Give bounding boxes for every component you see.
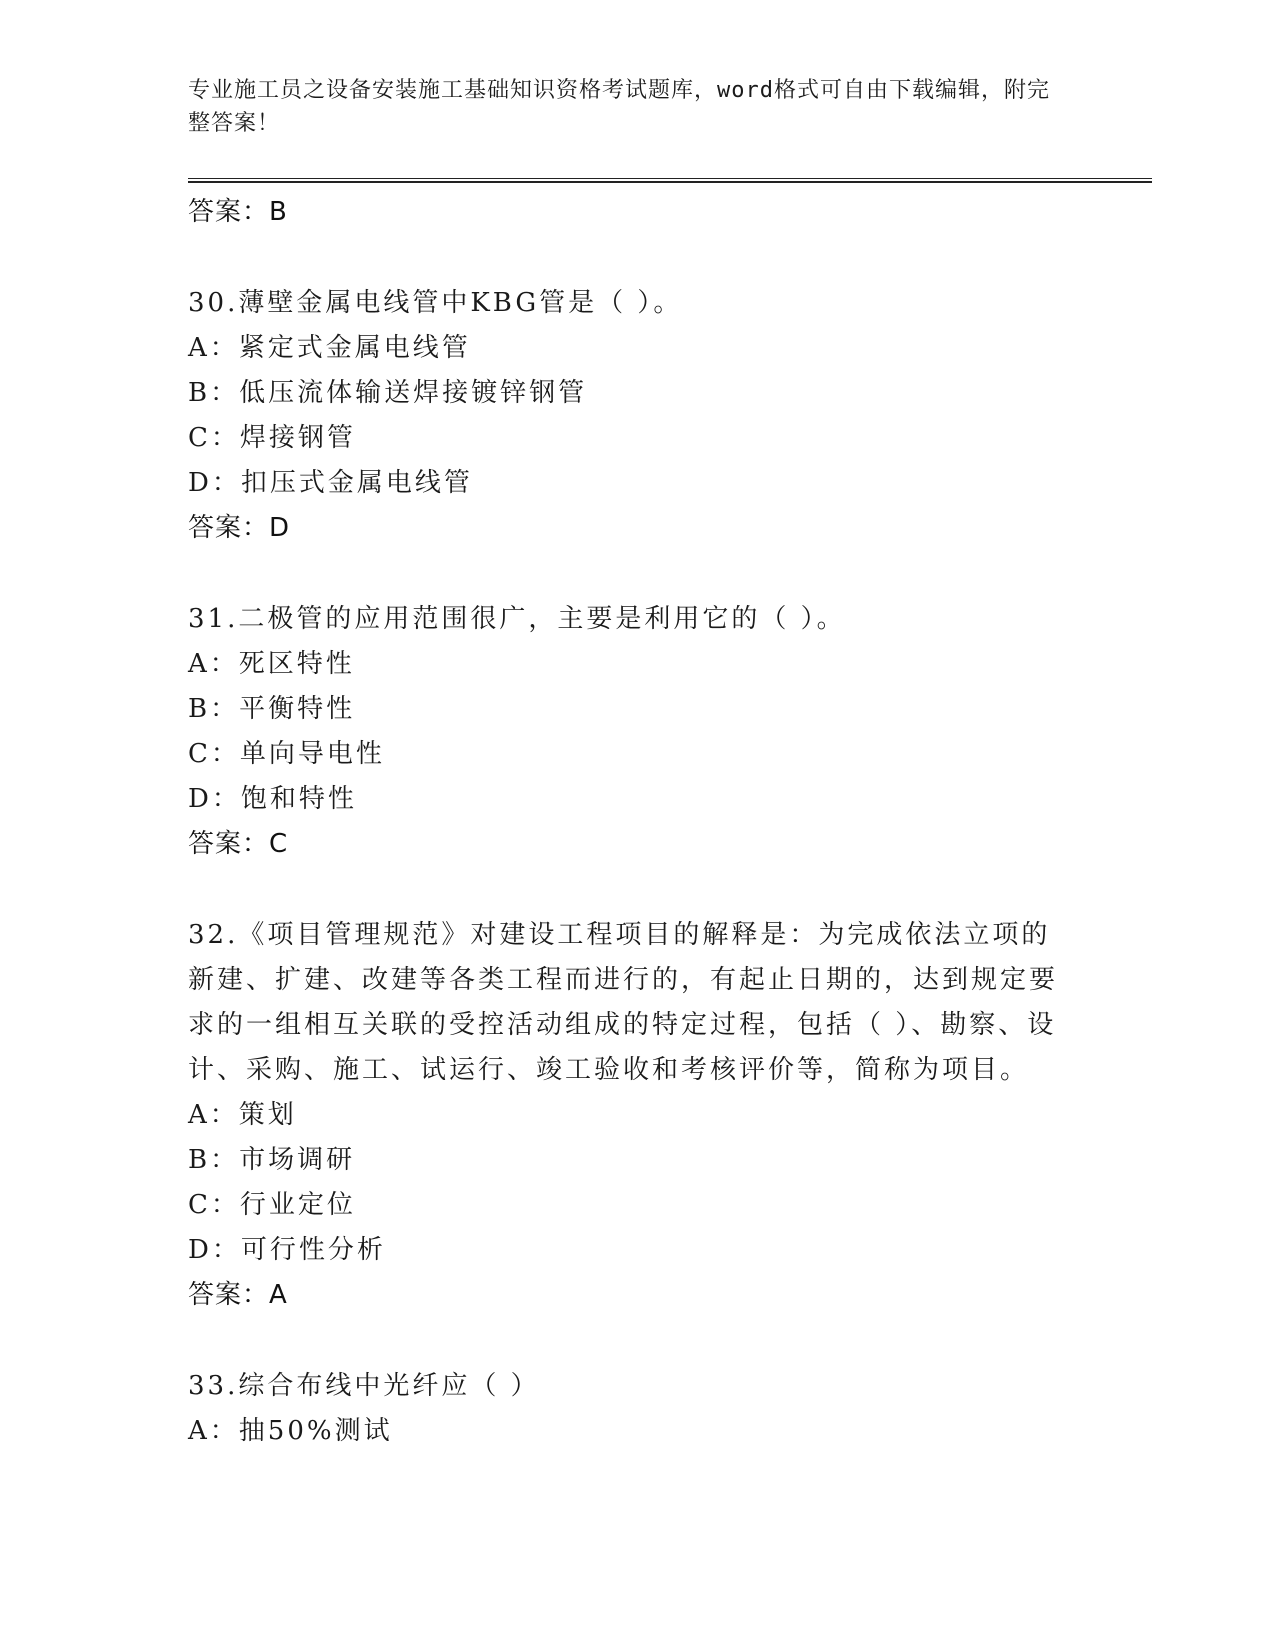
question-33 bbox=[188, 1364, 1148, 1454]
question-stem: 31.二极管的应用范围很广，主要是利用它的（ ）。 bbox=[188, 604, 846, 634]
question-stem: 33.综合布线中光纤应（ ） bbox=[188, 1371, 540, 1401]
option-a: A：策划 bbox=[188, 1100, 297, 1130]
question-stem: 32.《项目管理规范》对建设工程项目的解释是：为完成依法立项的新建、扩建、改建等各类工程而进行的，有起止日期的，达到规定要求的一组相互关联的受控活动组成的特定过程，包括（ ）、勘察、设计、采购、施工、试运行、竣工验收和考核评价等，简称为项目。 bbox=[188, 920, 1059, 1085]
spacer bbox=[188, 551, 1148, 597]
question-32 bbox=[188, 913, 1148, 1318]
option-a: A：死区特性 bbox=[188, 649, 355, 679]
document-header: 专业施工员之设备安装施工基础知识资格考试题库，word格式可自由下载编辑，附完整答案！ bbox=[188, 78, 1050, 136]
option-b: B：平衡特性 bbox=[188, 694, 356, 724]
option-a: A：抽50%测试 bbox=[188, 1416, 393, 1446]
spacer bbox=[188, 867, 1148, 913]
answer-29: 答案：B bbox=[188, 197, 288, 227]
question-31 bbox=[188, 597, 1148, 867]
option-d: D：可行性分析 bbox=[188, 1235, 386, 1265]
question-answer: 答案：A bbox=[188, 1280, 288, 1310]
option-a: A：紧定式金属电线管 bbox=[188, 333, 471, 363]
spacer bbox=[188, 1318, 1148, 1364]
option-c: C：焊接钢管 bbox=[188, 423, 356, 453]
header-divider bbox=[188, 178, 1152, 183]
question-answer: 答案：D bbox=[188, 513, 291, 543]
option-c: C：行业定位 bbox=[188, 1190, 356, 1220]
option-b: B：低压流体输送焊接镀锌钢管 bbox=[188, 378, 588, 408]
option-d: D：扣压式金属电线管 bbox=[188, 468, 473, 498]
question-answer: 答案：C bbox=[188, 829, 289, 859]
question-stem: 30.薄壁金属电线管中KBG管是（ ）。 bbox=[188, 288, 683, 318]
option-b: B：市场调研 bbox=[188, 1145, 356, 1175]
option-c: C：单向导电性 bbox=[188, 739, 385, 769]
document-body bbox=[188, 190, 1148, 1454]
option-d: D：饱和特性 bbox=[188, 784, 357, 814]
question-30 bbox=[188, 281, 1148, 551]
spacer bbox=[188, 235, 1148, 281]
